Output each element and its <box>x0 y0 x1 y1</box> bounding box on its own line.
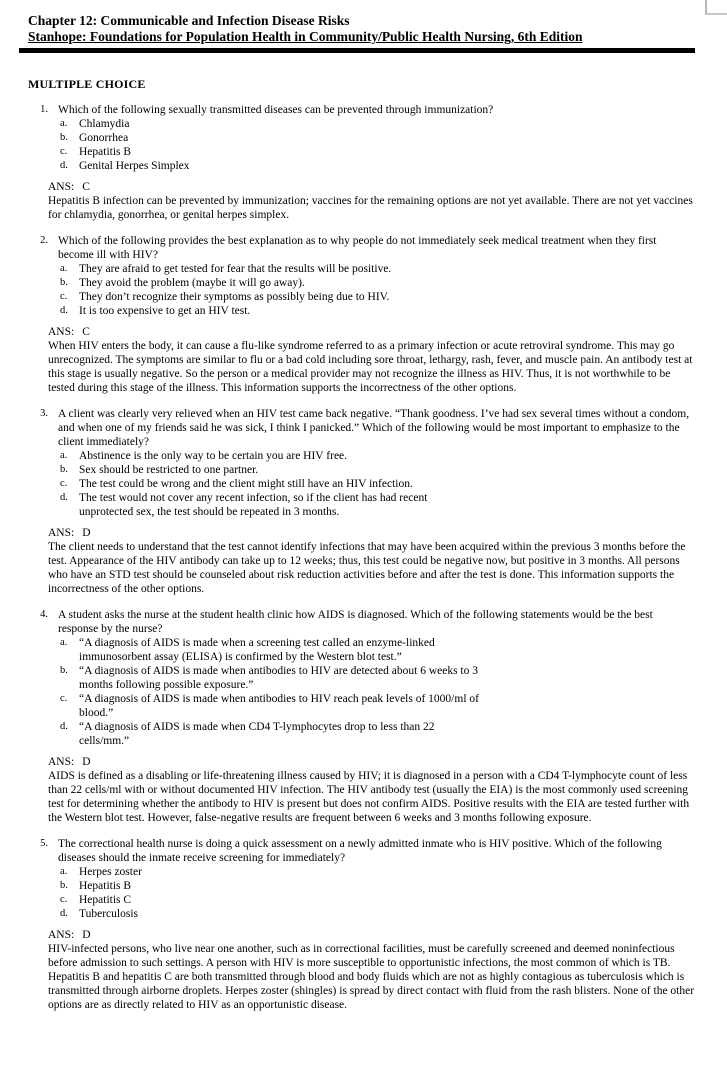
rationale-text: The client needs to understand that the test cannot identify infections that may have been acquired within the previous 3 months before the test. Appearance of the HIV antibody can take up to 12 weeks; thus, this test could be negative now, but positive in 3 months. All persons who have an STD test should be counseled about risk reduction activities before and after the test is done. This information supports the incorrectness of the other options. <box>48 541 686 595</box>
answer-letter: D <box>82 527 91 539</box>
question-head <box>28 407 695 449</box>
answer-option <box>60 893 695 907</box>
question-item <box>28 407 695 596</box>
answer-line <box>48 928 695 942</box>
option-text: Hepatitis C <box>79 894 132 906</box>
option-text: “A diagnosis of AIDS is made when antibodies to HIV reach peak levels of 1000/ml of blood.” <box>79 693 479 719</box>
question-head <box>28 234 695 262</box>
rationale-text: AIDS is defined as a disabling or life-threatening illness caused by HIV; it is diagnosed in a person with a CD4 T-lymphocyte count of less than 22 cells/ml with or without documented HIV infection. The HIV antibody test (usually the EIA) is the most commonly used screening test for determining whether the antibody to HIV is present but does not confirm AIDS. Positive results with the EIA are tested further with the Western blot test. However, false-negative results are frequent between 6 weeks and 3 months following exposure. <box>48 770 690 824</box>
option-letter: b. <box>60 277 68 288</box>
option-text: Sex should be restricted to one partner. <box>79 464 259 476</box>
question-text: Which of the following provides the best explanation as to why people do not immediately seek medical treatment when they first become ill with HIV? <box>58 235 657 261</box>
option-letter: c. <box>60 478 68 489</box>
answer-option <box>60 159 695 173</box>
answer-line <box>48 526 695 540</box>
answer-option <box>60 262 695 276</box>
options-list <box>60 865 695 921</box>
answer-letter: D <box>82 756 91 768</box>
option-text: Herpes zoster <box>79 866 142 878</box>
chapter-title: Chapter 12: Communicable and Infection Disease Risks <box>28 13 350 28</box>
question-text: A student asks the nurse at the student health clinic how AIDS is diagnosed. Which of the following statements would be the best response by the nurse? <box>58 609 653 635</box>
answer-option <box>60 276 695 290</box>
question-item <box>28 103 695 222</box>
option-text: Abstinence is the only way to be certain you are HIV free. <box>79 450 348 462</box>
answer-label: ANS: <box>48 929 75 941</box>
question-number: 1. <box>40 104 48 115</box>
question-number: 3. <box>40 408 48 419</box>
answer-option <box>60 664 695 692</box>
question-number: 5. <box>40 838 48 849</box>
questions-list <box>28 103 695 1012</box>
answer-label: ANS: <box>48 326 75 338</box>
answer-option <box>60 491 695 519</box>
option-letter: d. <box>60 721 68 732</box>
option-text: They don’t recognize their symptoms as possibly being due to HIV. <box>79 291 390 303</box>
option-letter: a. <box>60 118 68 129</box>
answer-line <box>48 180 695 194</box>
option-text: Hepatitis B <box>79 880 132 892</box>
rationale-text: When HIV enters the body, it can cause a flu-like syndrome referred to as a primary infection or acute retroviral syndrome. This may go unrecognized. The symptoms are similar to flu or a bad cold including sore throat, lethargy, rash, fever, and muscle pain. An antibody test at this stage is usually negative. So the person or a medical provider may not recognize the illness as HIV. Thus, it is not worthwhile to be tested during this stage of the illness. This information supports the incorrectness of the other options. <box>48 340 693 394</box>
answer-option <box>60 692 695 720</box>
option-letter: a. <box>60 450 68 461</box>
option-text: They avoid the problem (maybe it will go away). <box>79 277 305 289</box>
header-rule <box>19 48 695 53</box>
option-letter: b. <box>60 464 68 475</box>
options-list <box>60 262 695 318</box>
option-letter: a. <box>60 263 68 274</box>
option-text: They are afraid to get tested for fear that the results will be positive. <box>79 263 392 275</box>
question-head <box>28 608 695 636</box>
answer-option <box>60 907 695 921</box>
answer-letter: D <box>82 929 91 941</box>
answer-option <box>60 879 695 893</box>
option-letter: b. <box>60 665 68 676</box>
option-letter: a. <box>60 866 68 877</box>
options-list <box>60 636 695 748</box>
answer-label: ANS: <box>48 181 75 193</box>
option-letter: b. <box>60 880 68 891</box>
option-letter: c. <box>60 894 68 905</box>
option-letter: a. <box>60 637 68 648</box>
option-text: Chlamydia <box>79 118 130 130</box>
answer-line <box>48 755 695 769</box>
option-letter: d. <box>60 305 68 316</box>
option-letter: c. <box>60 146 68 157</box>
answer-option <box>60 145 695 159</box>
question-number: 2. <box>40 235 48 246</box>
option-letter: d. <box>60 492 68 503</box>
question-number: 4. <box>40 609 48 620</box>
option-text: The test could be wrong and the client might still have an HIV infection. <box>79 478 413 490</box>
answer-option <box>60 290 695 304</box>
option-text: It is too expensive to get an HIV test. <box>79 305 251 317</box>
answer-line <box>48 325 695 339</box>
option-text: Genital Herpes Simplex <box>79 160 190 172</box>
page-corner-mark <box>705 0 727 15</box>
options-list <box>60 117 695 173</box>
answer-option <box>60 131 695 145</box>
answer-option <box>60 463 695 477</box>
option-letter: d. <box>60 160 68 171</box>
answer-option <box>60 449 695 463</box>
option-letter: c. <box>60 291 68 302</box>
answer-label: ANS: <box>48 527 75 539</box>
book-title-line <box>28 29 695 45</box>
option-letter: c. <box>60 693 68 704</box>
option-letter: d. <box>60 908 68 919</box>
option-text: The test would not cover any recent infection, so if the client has had recent unprotected sex, the test should be repeated in 3 months. <box>79 492 428 518</box>
option-text: “A diagnosis of AIDS is made when a screening test called an enzyme-linked immunosorbent assay (ELISA) is confirmed by the Western blot test.” <box>79 637 435 663</box>
answer-option <box>60 720 695 748</box>
question-text: The correctional health nurse is doing a quick assessment on a newly admitted inmate who is HIV positive. Which of the following diseases should the inmate receive screening for immediately? <box>58 838 662 864</box>
option-text: Hepatitis B <box>79 146 132 158</box>
option-text: Tuberculosis <box>79 908 138 920</box>
question-head <box>28 103 695 117</box>
option-text: “A diagnosis of AIDS is made when CD4 T-lymphocytes drop to less than 22 cells/mm.” <box>79 721 435 747</box>
options-list <box>60 449 695 519</box>
answer-option <box>60 477 695 491</box>
answer-letter: C <box>82 326 90 338</box>
question-item <box>28 608 695 825</box>
answer-option <box>60 117 695 131</box>
book-title: Stanhope: Foundations for Population Health in Community/Public Health Nursing, 6th Edition <box>28 29 583 44</box>
section-heading: MULTIPLE CHOICE <box>28 77 146 91</box>
rationale-text: HIV-infected persons, who live near one another, such as in correctional facilities, must be carefully screened and deemed noninfectious before admission to such settings. A person with HIV is more susceptible to opportunistic infections, the most common of which is TB. Hepatitis B and hepatitis C are both transmitted through blood and body fluids which are not as highly contagious as tuberculosis which is transmitted through airborne droplets. Herpes zoster (shingles) is spread by direct contact with fluid from the rash blisters. None of the other options are as directly related to HIV as an opportunistic disease. <box>48 943 695 1011</box>
answer-option <box>60 865 695 879</box>
question-head <box>28 837 695 865</box>
answer-label: ANS: <box>48 756 75 768</box>
question-text: A client was clearly very relieved when an HIV test came back negative. “Thank goodness. I’ve had sex several times without a condom, and when one of my friends said he was sick, I think I panicked.” Which of the following would be most important to emphasize to the client immediately? <box>58 408 690 448</box>
question-text: Which of the following sexually transmitted diseases can be prevented through immunization? <box>58 104 494 116</box>
question-item <box>28 234 695 395</box>
option-text: “A diagnosis of AIDS is made when antibodies to HIV are detected about 6 weeks to 3 months following possible exposure.” <box>79 665 479 691</box>
rationale-text: Hepatitis B infection can be prevented by immunization; vaccines for the remaining options are not yet available. There are not yet vaccines for chlamydia, gonorrhea, or genital herpes simplex. <box>48 195 693 221</box>
answer-option <box>60 636 695 664</box>
question-item <box>28 837 695 1012</box>
answer-letter: C <box>82 181 90 193</box>
option-text: Gonorrhea <box>79 132 129 144</box>
answer-option <box>60 304 695 318</box>
option-letter: b. <box>60 132 68 143</box>
